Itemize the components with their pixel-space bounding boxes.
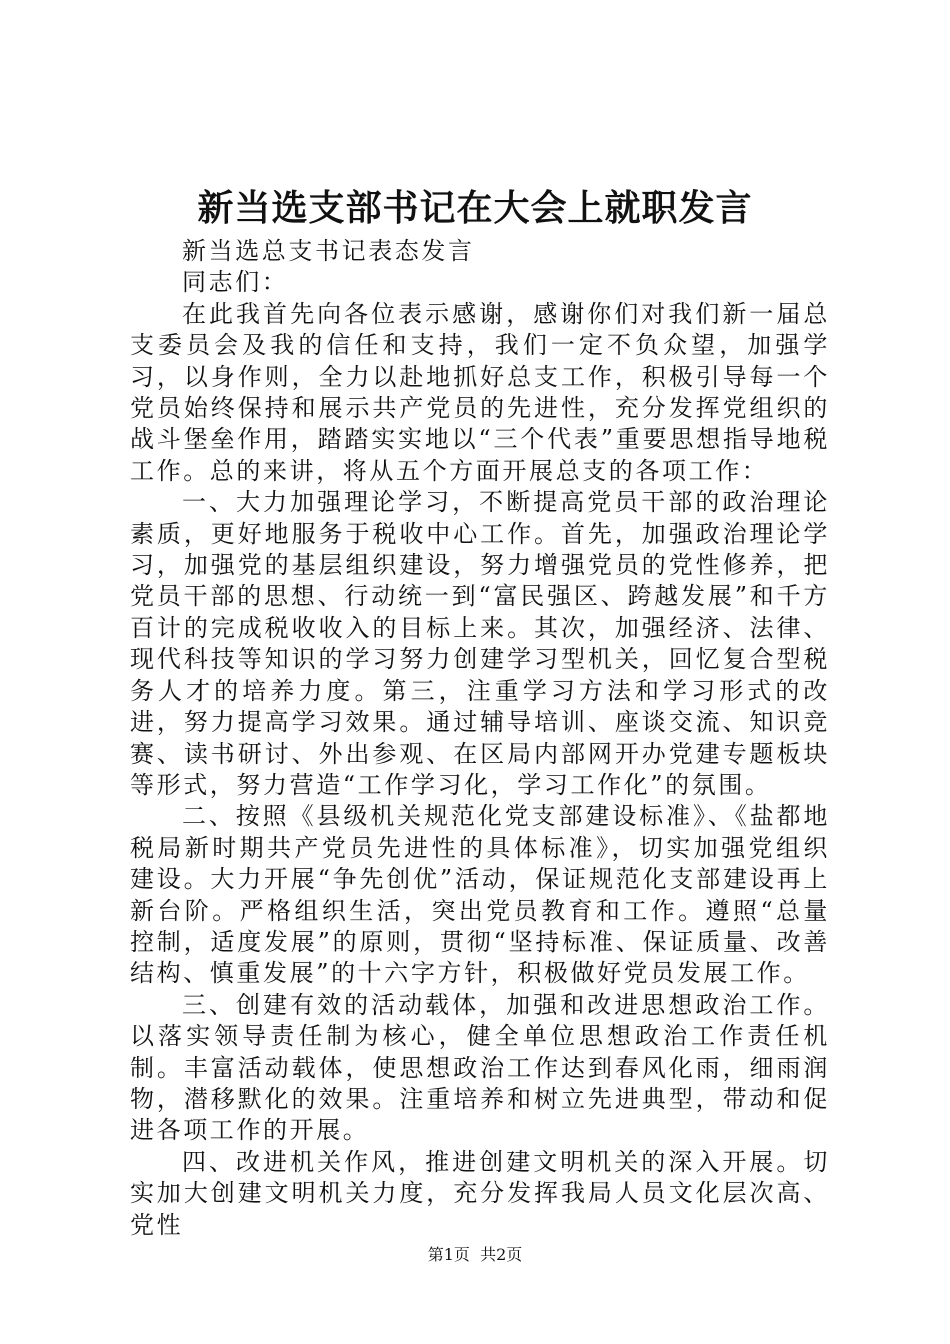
document-title: 新当选支部书记在大会上就职发言 [197,187,753,229]
paragraph-point-3: 三、创建有效的活动载体，加强和改进思想政治工作。以落实领导责任制为核心，健全单位思想政治工作责任机制。丰富活动载体，使思想政治工作达到春风化雨，细雨润物，潜移默化的效果。注重培养和树立先进典型，带动和促进各项工作的开展。 [130,990,830,1145]
paragraph-point-1: 一、大力加强理论学习，不断提高党员干部的政治理论素质，更好地服务于税收中心工作。首先，加强政治理论学习，加强党的基层组织建设，努力增强党员的党性修养，把党员干部的思想、行动统一到“富民强区、跨越发展”和千方百计的完成税收收入的目标上来。其次，加强经济、法律、现代科技等知识的学习努力创建学习型机关，回忆复合型税务人才的培养力度。第三，注重学习方法和学习形式的改进，努力提高学习效果。通过辅导培训、座谈交流、知识竞赛、读书研讨、外出参观、在区局内部网开办党建专题板块等形式，努力营造“工作学习化，学习工作化”的氛围。 [130,488,830,799]
paragraph-point-2: 二、按照《县级机关规范化党支部建设标准》、《盐都地税局新时期共产党员先进性的具体标准》，切实加强党组织建设。大力开展“争先创优”活动，保证规范化支部建设再上新台阶。严格组织生活，突出党员教育和工作。遵照“总量控制，适度发展”的原则，贯彻“坚持标准、保证质量、改善结构、慎重发展”的十六字方针，积极做好党员发展工作。 [130,802,830,988]
page-number: 第1页 [427,1245,470,1264]
paragraph-subtitle: 新当选总支书记表态发言 [182,237,475,265]
document-body [130,236,830,1241]
paragraph-point-4: 四、改进机关作风，推进创建文明机关的深入开展。切实加大创建文明机关力度，充分发挥我局人员文化层次高、党性 [130,1147,830,1239]
page-total: 共2页 [480,1245,523,1264]
page-footer [0,1243,950,1267]
paragraph-salutation: 同志们： [182,268,289,297]
paragraph-intro: 在此我首先向各位表示感谢，感谢你们对我们新一届总支委员会及我的信任和支持，我们一定不负众望，加强学习，以身作则，全力以赴地抓好总支工作，积极引导每一个党员始终保持和展示共产党员的先进性，充分发挥党组织的战斗堡垒作用，踏踏实实地以“三个代表”重要思想指导地税工作。总的来讲，将从五个方面开展总支的各项工作： [130,299,830,485]
